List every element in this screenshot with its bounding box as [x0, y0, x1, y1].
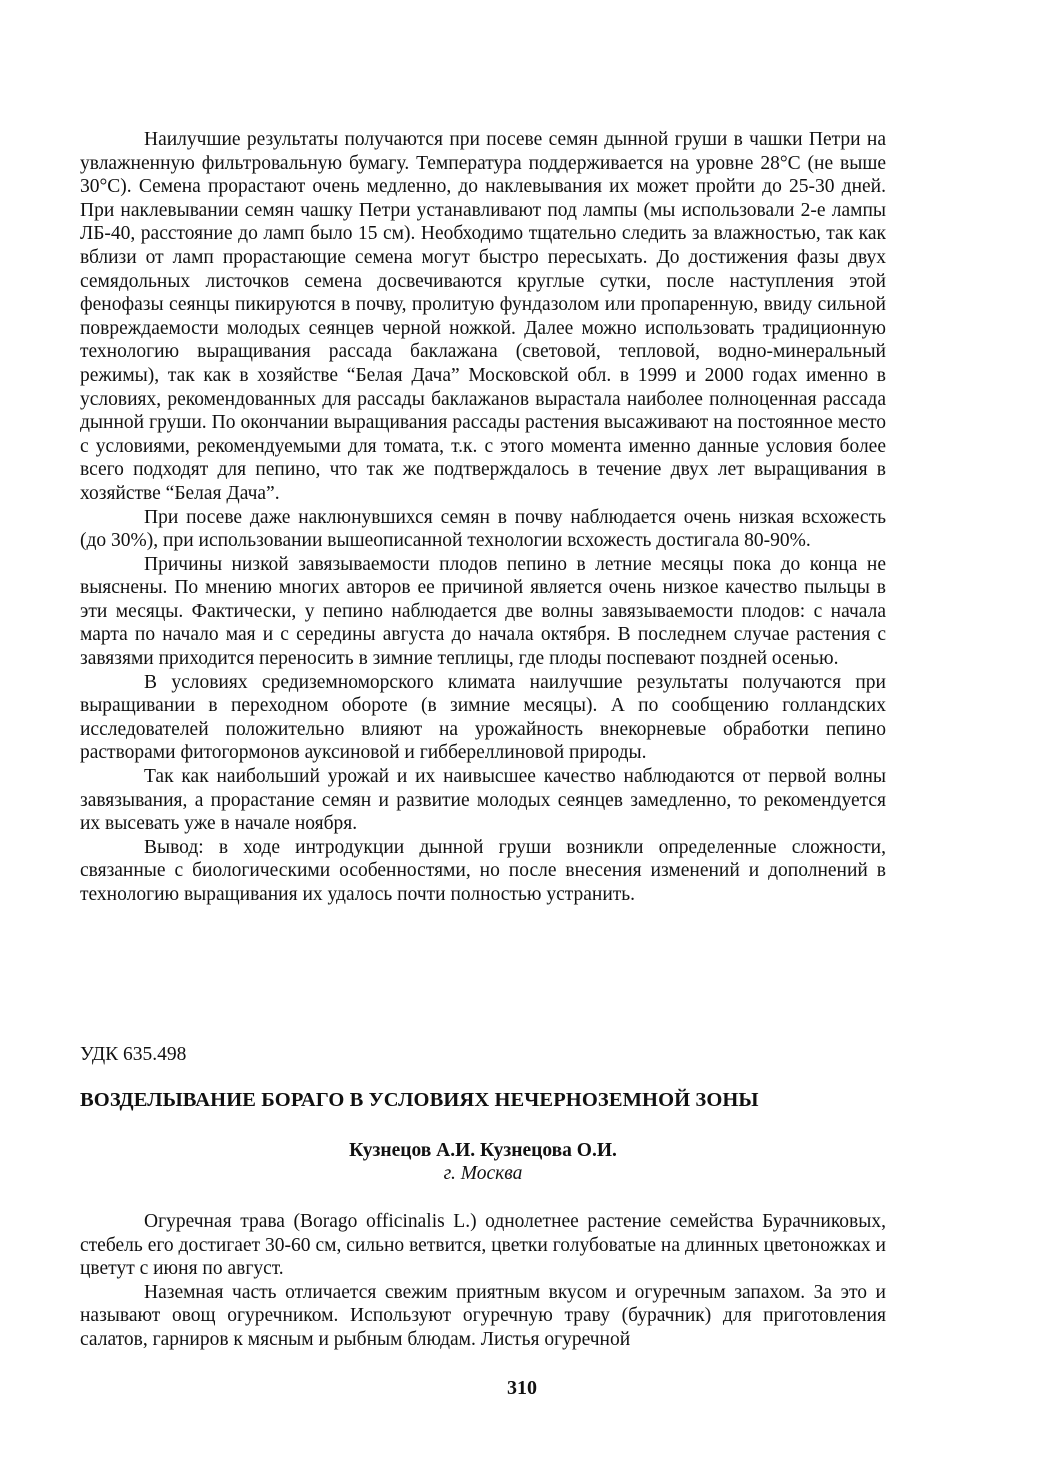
author-block	[80, 1139, 886, 1185]
paragraph-sowing-time: Так как наибольший урожай и их наивысшее качество наблюдаются от первой волны завязывания, а прорастание семян и развитие молодых сеянцев замедленно, то рекомендуется их высевать уже в начале ноября.	[80, 766, 886, 835]
article-title: ВОЗДЕЛЫВАНИЕ БОРАГО В УСЛОВИЯХ НЕЧЕРНОЗЕМНОЙ ЗОНЫ	[80, 1089, 759, 1111]
paragraph-borage-usage: Наземная часть отличается свежим приятным вкусом и огуречным запахом. За это и называют овощ огуречником. Используют огуречную траву (бурачник) для приготовления салатов, гарниров к мясным и рыбным блюдам. Листья огуречной	[80, 1281, 886, 1350]
author-city: г. Москва	[443, 1163, 523, 1184]
continued-article-text	[80, 128, 886, 907]
page-number: 310	[507, 1377, 537, 1399]
paragraph-germination-rate: При посеве даже наклюнувшихся семян в почву наблюдается очень низкая всхожесть (до 30%), при использовании вышеописанной технологии всхожесть достигала 80-90%.	[80, 506, 886, 552]
paragraph-borage-description: Огуречная трава (Borago officinalis L.) однолетнее растение семейства Бурачниковых, стебель его достигает 30-60 см, сильно ветвится, цветки голубоватые на длинных цветоножках и цветут с июня по август.	[80, 1211, 886, 1280]
paragraph-conclusion: Вывод: в ходе интродукции дынной груши возникли определенные сложности, связанные с биологическими особенностями, но после внесения изменений и дополнений в технологию выращивания их удалось почти полностью устранить.	[80, 836, 886, 905]
article-body	[80, 1210, 886, 1352]
paragraph-mediterranean-climate: В условиях средиземноморского климата наилучшие результаты получаются при выращивании в переходном обороте (в зимние месяцы). А по сообщению голландских исследователей положительно влияют на урожайность внекорневые обработки пепино растворами фитогормонов ауксиновой и гиббереллиновой природы.	[80, 671, 886, 764]
udc-code: УДК 635.498	[80, 1044, 187, 1065]
paragraph-fruit-set: Причины низкой завязываемости плодов пепино в летние месяцы пока до конца не выяснены. По мнению многих авторов ее причиной является очень низкое качество пыльцы в эти месяцы. Фактически, у пепино наблюдается две волны завязываемости плодов: с начала марта по начало мая и с середины августа до начала октября. В последнем случае растения с завязями приходится переносить в зимние теплицы, где плоды поспевают поздней осенью.	[80, 553, 886, 670]
paragraph-seed-germination: Наилучшие результаты получаются при посеве семян дынной груши в чашки Петри на увлажненную фильтровальную бумагу. Температура поддерживается на уровне 28°С (не выше 30°С). Семена прорастают очень медленно, до наклевывания их может пройти до 25-30 дней. При наклевывании семян чашку Петри устанавливают под лампы (мы использовали 2-е лампы ЛБ-40, расстояние до ламп было 15 см). Необходимо тщательно следить за влажностью, так как вблизи от ламп прорастающие семена могут быстро пересыхать. До достижения фазы двух семядольных листочков семена досвечиваются круглые сутки, после наступления этой фенофазы сеянцы пикируются в почву, пролитую фундазолом или пропаренную, ввиду сильной повреждаемости молодых сеянцев черной ножкой. Далее можно использовать традиционную технологию выращивания рассада баклажана (световой, тепловой, водно-минеральный режимы), так как в хозяйстве “Белая Дача” Московской обл. в 1999 и 2000 годах именно в условиях, рекомендованных для рассады баклажанов вырастала наиболее полноценная рассада дынной груши. По окончании выращивания рассады растения высаживают на постоянное место с условиями, рекомендуемыми для томата, т.к. с этого момента именно данные условия более всего подходят для пепино, что так же подтверждалось в течение двух лет выращивания в хозяйстве “Белая Дача”.	[80, 129, 886, 504]
author-names: Кузнецов А.И. Кузнецова О.И.	[349, 1140, 617, 1161]
